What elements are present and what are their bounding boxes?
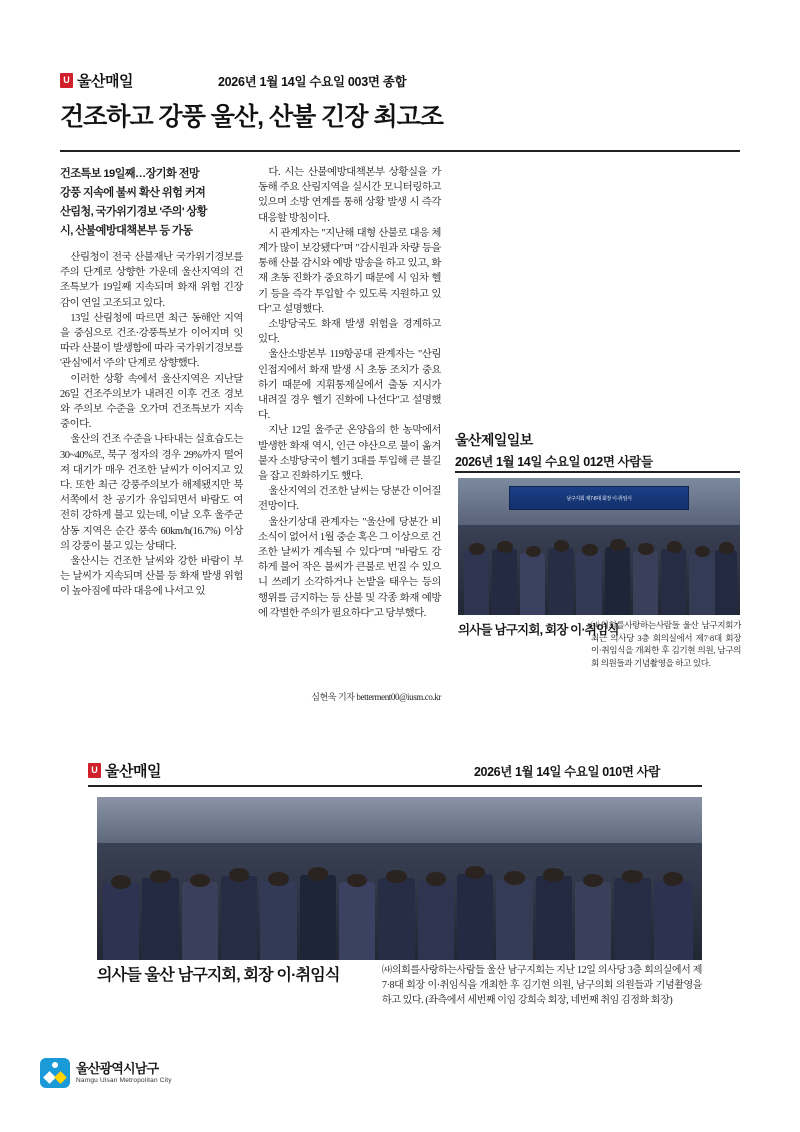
masthead-logo-text: 울산매일 — [77, 73, 133, 90]
issue-line-right: 2026년 1월 14일 수요일 012면 사람들 — [455, 455, 653, 469]
article-byline: 심현욱 기자 betterment00@iusm.co.kr — [311, 692, 441, 702]
paragraph: 다. 시는 산불예방대책본부 상황실을 가동해 주요 산림지역을 실시간 모니터링하고 있으며 소방 연계를 통해 상황 발생 시 즉각 대응할 방침이다. — [258, 167, 441, 224]
paragraph: 소방당국도 화재 발생 위험을 경계하고 있다. — [258, 319, 441, 346]
masthead-ulsanjeil: 울산제일일보 — [455, 432, 533, 448]
caption-title-bottom: 의사들 울산 남구지회, 회장 이·취임식 — [97, 967, 340, 984]
lead-line-2: 강풍 지속에 불씨 확산 위험 커져 — [60, 187, 206, 199]
masthead-logo-icon: U — [60, 73, 73, 88]
masthead-logo-icon: U — [88, 763, 101, 778]
photo-ceremony-right — [458, 478, 740, 615]
masthead-logo-text: 울산매일 — [105, 763, 161, 780]
namgu-emblem-icon — [40, 1058, 70, 1088]
bottom-clipping-divider — [88, 785, 702, 787]
photo-crowd — [458, 508, 740, 615]
paragraph: 울산소방본부 119항공대 관계자는 "산림 인접지에서 화재 발생 시 초동 조치가 중요하기 때문에 지휘통제실에서 출동 지시가 내려질 경우 헬기 진화에 나선다"고 설명했다. — [258, 349, 441, 422]
paragraph: 산림청이 전국 산불재난 국가위기경보를 주의 단계로 상향한 가운데 울산지역의 건조특보가 19일째 지속되며 화재 위험 긴장감이 연일 고조되고 있다. — [60, 252, 243, 309]
article-column-2 — [258, 165, 441, 621]
lead-line-1: 건조특보 19일째…장기화 전망 — [60, 168, 200, 180]
page-title: 건조하고 강풍 울산, 산불 긴장 최고조 — [60, 103, 443, 131]
issue-line-bottom: 2026년 1월 14일 수요일 010면 사람 — [474, 765, 660, 779]
caption-body-bottom-inline: ㈔의회를사랑하는사람들 울산 남구지회는 지난 12일 의사당 3층 회의실에서 제7·8대 회장 이·취임식을 개최한 후 김기현 의원, 남구의회 의원들과 기념촬영을 하고 있다. (좌측에서 세번째 이임 강희숙 회장, 네번째 취임 김정화 회장) — [382, 965, 702, 1006]
paragraph: 시 관계자는 "지난해 대형 산불로 대응 체계가 많이 보강됐다"며 "감시원과 차량 등을 통해 산불 감시와 예방 방송을 하고 있고, 화재 초동 진화가 중요하기 때문에 시 임차 헬기 등을 즉각 투입할 수 있도록 지원하고 있다"고 설명했다. — [258, 227, 441, 315]
headline-divider — [60, 150, 740, 152]
paragraph: 이러한 상황 속에서 울산지역은 지난달 26일 건조주의보가 내려진 이후 건조 경보와 주의보 수준을 오가며 건조특보가 지속 중이다. — [60, 373, 243, 431]
footer-logo — [40, 1058, 172, 1088]
caption-body-right: ㈔의회를사랑하는사람들 울산 남구지회가 최근 의사당 3층 회의실에서 제7·8대 회장 이·취임식을 개최한 후 김기현 의원, 남구의회 의원들과 기념촬영을 하고 있다. — [591, 620, 741, 668]
masthead-ulsanmaeil-top — [60, 70, 133, 91]
lead-line-3: 산림청, 국가위기경보 '주의' 상황 — [60, 206, 207, 218]
issue-line-top: 2026년 1월 14일 수요일 003면 종합 — [218, 75, 407, 89]
right-clipping-divider — [455, 471, 740, 473]
paragraph: 13일 산림청에 따르면 최근 동해안 지역을 중심으로 건조·강풍특보가 이어지며 잇따라 산불이 발생함에 따라 국가위기경보를 '관심'에서 '주의' 단계로 상향했다. — [60, 312, 243, 370]
photo-banner-text: 남구지회 제7·8대 회장 이·취임식 — [509, 486, 690, 510]
paragraph: 울산기상대 관계자는 "울산에 당분간 비 소식이 없어서 1월 중순 혹은 그 이상으로 건조한 날씨가 계속될 수 있다"며 "바람도 강하게 불어 작은 불씨가 큰불로 번질 수 있으니 쓰레기 소각하거나 논밭을 태우는 등의 행위를 금지하는 등 산불 및 각종 화재 예방에 각별한 주의가 필요하다"고 당부했다. — [258, 516, 441, 619]
article-column-1 — [60, 165, 243, 600]
photo-ceremony-bottom — [97, 797, 702, 960]
photo-crowd — [97, 823, 702, 960]
paragraph: 울산의 건조 수준을 나타내는 실효습도는 30~40%로, 북구 정자의 경우 29%까지 떨어져 대기가 매우 건조한 날씨가 이어지고 있다. 또한 최근 강풍주의보가 해제됐지만 북서쪽에서 찬 공기가 유입되면서 바람도 여전히 강하게 불고 있는데, 이날 오후 울주군 삼동 지역은 순간 풍속 60km/h(16.7%) 이상의 강풍이 불고 있는 상태다. — [60, 434, 243, 552]
footer-logo-en: Namgu Ulsan Metropolitan City — [76, 1076, 172, 1084]
paragraph: 지난 12일 울주군 온양읍의 한 농막에서 발생한 화재 역시, 인근 야산으로 불이 옮겨붙자 소방당국이 헬기 3대를 투입해 큰 불길을 잡고 진화하기도 했다. — [258, 425, 441, 483]
article-lead — [60, 165, 243, 241]
paragraph: 울산지역의 건조한 날씨는 당분간 이어질 전망이다. — [258, 486, 441, 513]
caption-title-right: 의사들 남구지회, 회장 이·취임식 — [458, 623, 619, 637]
paragraph: 울산시는 건조한 날씨와 강한 바람이 부는 날씨가 지속되며 산불 등 화재 발생 위험이 높아짐에 따라 대응에 나서고 있 — [60, 556, 243, 598]
lead-line-4: 시, 산불예방대책본부 등 가동 — [60, 225, 193, 237]
masthead-ulsanmaeil-bottom — [88, 760, 161, 781]
footer-logo-ko: 울산광역시남구 — [76, 1061, 159, 1077]
